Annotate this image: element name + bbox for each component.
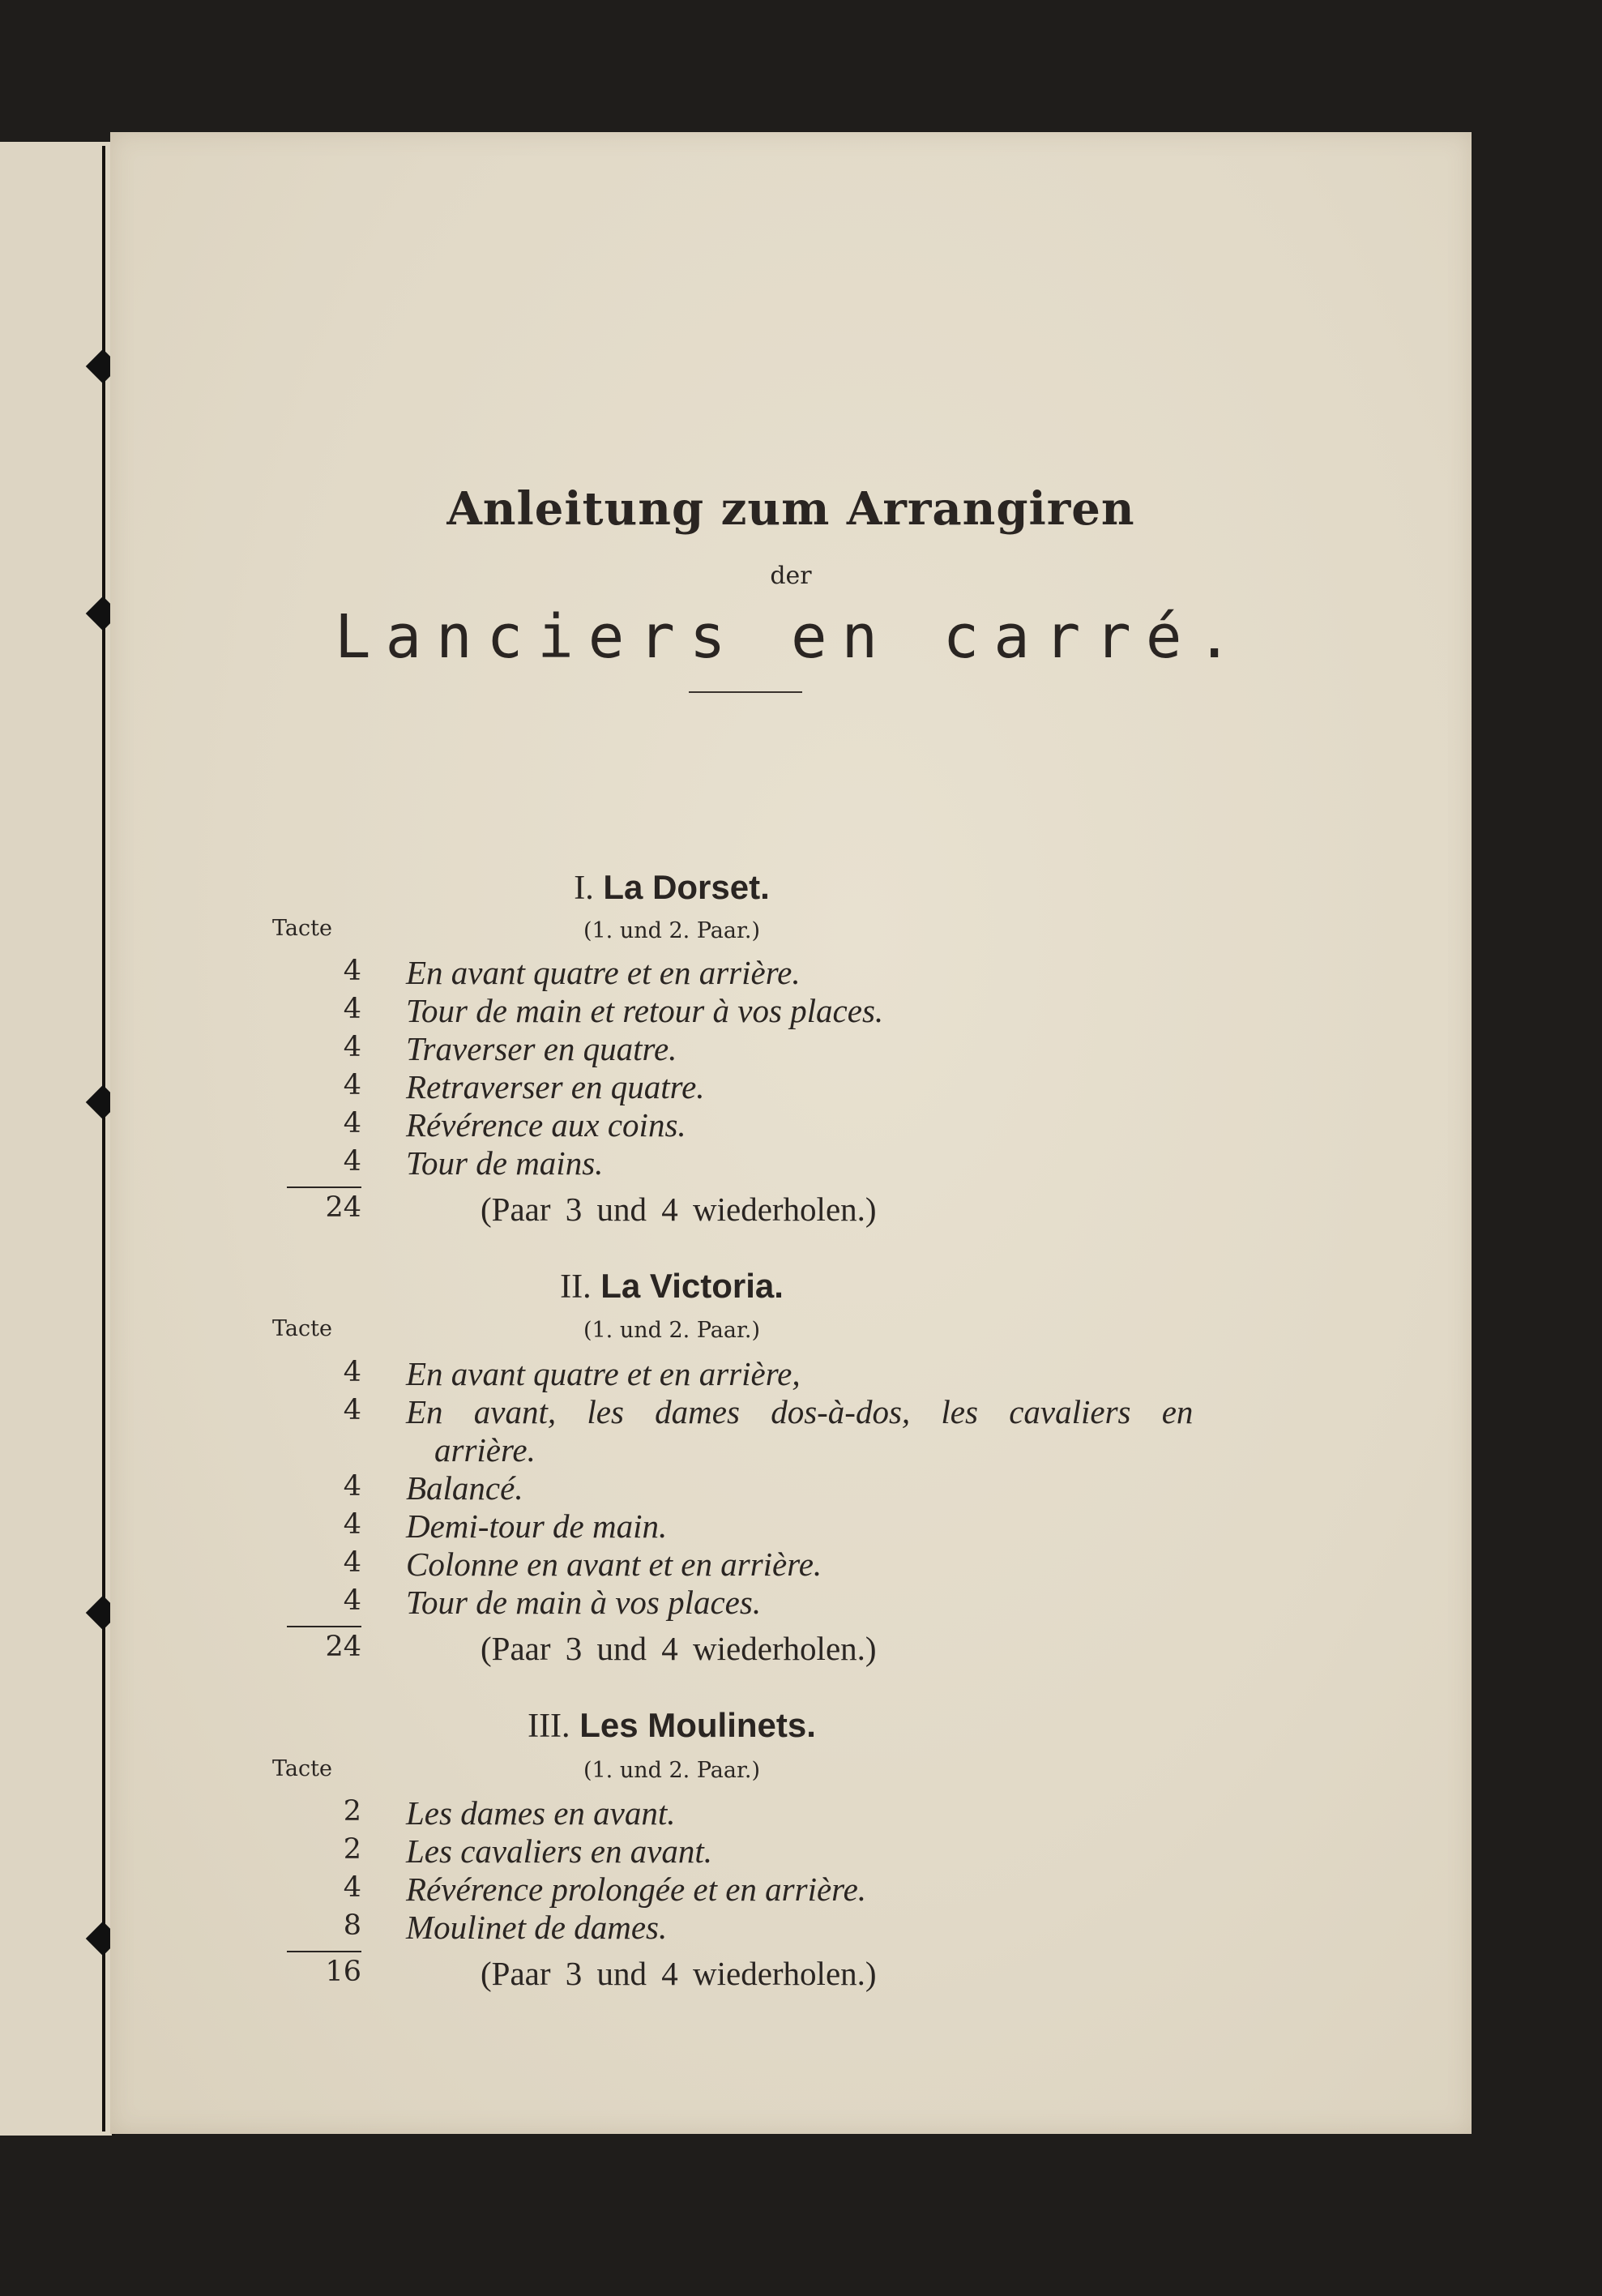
section-subtitle: (1. und 2. Paar.) — [583, 1318, 761, 1343]
step-text: Colonne en avant et en arrière. — [406, 1546, 822, 1583]
step-bars: 4 — [343, 1031, 361, 1063]
step-bars: 4 — [343, 1584, 361, 1617]
step-text: Les cavaliers en avant. — [406, 1832, 713, 1870]
section-number: III. — [528, 1708, 570, 1745]
step-bars: 4 — [343, 1069, 361, 1101]
step-text: En avant, les dames dos-à-dos, les cavaliers en — [406, 1393, 1194, 1430]
section-heading — [110, 1706, 1233, 1746]
section-heading — [110, 1267, 1233, 1306]
step-text: Tour de main et retour à vos places. — [406, 992, 884, 1029]
document-main-title: Lanciers en carré. — [335, 602, 1247, 672]
section-total: 16 — [325, 1956, 361, 1988]
step-bars: 4 — [343, 1508, 361, 1541]
repeat-instruction: (Paar 3 und 4 wiederholen.) — [481, 1955, 877, 1992]
step-text: Traverser en quatre. — [406, 1030, 677, 1067]
step-text: Moulinet de dames. — [406, 1909, 668, 1946]
step-text-continuation: arrière. — [434, 1431, 536, 1469]
tacte-label: Tacte — [272, 1756, 332, 1781]
section-subtitle: (1. und 2. Paar.) — [583, 918, 761, 943]
section-number: I. — [574, 870, 594, 907]
section-total: 24 — [325, 1191, 361, 1224]
section-number: II. — [560, 1268, 592, 1306]
binding-thread — [102, 146, 105, 2131]
document-title-der: der — [770, 562, 812, 590]
section-name: La Dorset. — [603, 868, 770, 906]
step-text: En avant quatre et en arrière. — [406, 954, 801, 991]
total-rule — [287, 1951, 361, 1952]
step-bars: 4 — [343, 1107, 361, 1139]
section-name: Les Moulinets. — [579, 1706, 816, 1744]
total-rule — [287, 1626, 361, 1627]
tacte-label: Tacte — [272, 1316, 332, 1341]
section-total: 24 — [325, 1631, 361, 1663]
step-bars: 8 — [343, 1909, 361, 1942]
section-name: La Victoria. — [600, 1267, 784, 1305]
left-page-edge — [0, 142, 115, 2136]
step-bars: 4 — [343, 1394, 361, 1426]
section-heading — [110, 868, 1233, 908]
tacte-label: Tacte — [272, 916, 332, 941]
step-text: Tour de mains. — [406, 1144, 604, 1182]
step-bars: 4 — [343, 1470, 361, 1503]
section-subtitle: (1. und 2. Paar.) — [583, 1758, 761, 1783]
total-rule — [287, 1186, 361, 1188]
step-text: Révérence aux coins. — [406, 1106, 686, 1144]
step-bars: 4 — [343, 1356, 361, 1388]
step-text: Tour de main à vos places. — [406, 1584, 762, 1621]
step-text: Demi-tour de main. — [406, 1507, 668, 1545]
step-text: En avant quatre et en arrière, — [406, 1355, 801, 1392]
repeat-instruction: (Paar 3 und 4 wiederholen.) — [481, 1191, 877, 1228]
step-bars: 4 — [343, 1145, 361, 1178]
step-text: Les dames en avant. — [406, 1794, 676, 1832]
title-rule — [689, 691, 802, 693]
step-bars: 2 — [343, 1795, 361, 1828]
step-bars: 4 — [343, 955, 361, 987]
step-bars: 4 — [343, 993, 361, 1025]
step-bars: 4 — [343, 1546, 361, 1579]
repeat-instruction: (Paar 3 und 4 wiederholen.) — [481, 1630, 877, 1667]
step-text: Révérence prolongée et en arrière. — [406, 1871, 867, 1908]
step-bars: 4 — [343, 1871, 361, 1904]
step-bars: 2 — [343, 1833, 361, 1866]
document-title: Anleitung zum Arrangiren — [446, 482, 1135, 536]
step-text: Retraverser en quatre. — [406, 1068, 705, 1105]
step-text: Balancé. — [406, 1469, 523, 1507]
document-page — [110, 132, 1472, 2134]
